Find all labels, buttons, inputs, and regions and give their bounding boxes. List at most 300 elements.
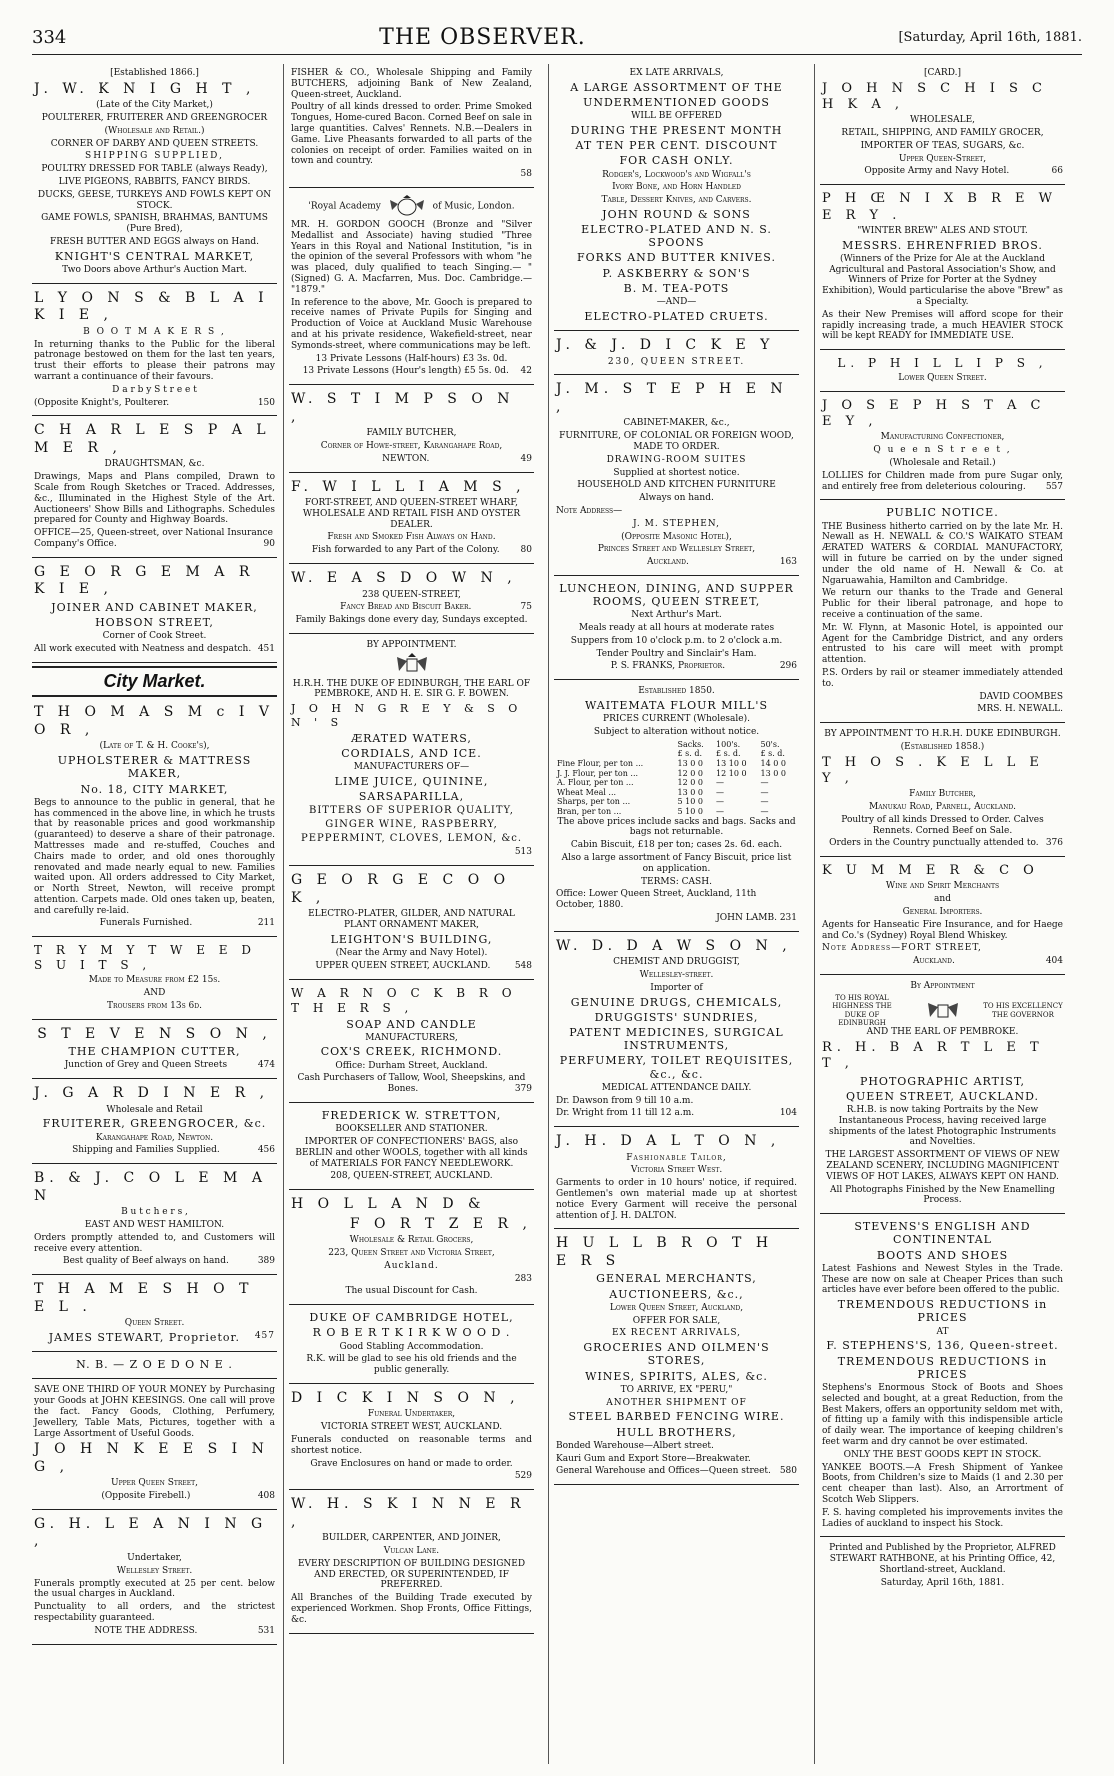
ad-text: Saturday, April 16th, 1881. [880, 1577, 1005, 1588]
ad-text: of Music, London. [432, 201, 515, 212]
ad-number: 58 [520, 169, 532, 180]
ad-text: Mr. W. Flynn, at Masonic Hotel, is appointed our Agent for the Cambridge District, and any orders entrusted to his care will meet with prompt attention. [822, 622, 1063, 666]
column-4 [820, 64, 1065, 1764]
ad-text: BY APPOINTMENT TO H.R.H. DUKE EDINBURGH. [824, 729, 1061, 740]
ad-text: TREMENDOUS REDUCTIONS in PRICES [837, 1354, 1048, 1381]
ad-text: Auckland. [912, 956, 955, 967]
column-2 [289, 64, 534, 1764]
ad-text: LEIGHTON'S BUILDING, [330, 932, 493, 946]
ad-number: 513 [514, 847, 532, 858]
ad-stimpson [289, 387, 534, 472]
ad-advertiser-name: S T E V E N S O N , [37, 1025, 272, 1042]
ad-advertiser-name: FISHER & CO., Wholesale Shipping and Family BUTCHERS, adjoining Bank of New Zealand, Queen-street, Auckland. [291, 68, 532, 100]
ad-text: AT [936, 1326, 949, 1337]
ad-text: ELECTRO-PLATER, GILDER, AND NATURAL PLANT ORNAMENT MAKER, [308, 909, 515, 930]
ad-text: DUCKS, GEESE, TURKEYS AND FOWLS KEPT ON STOCK. [37, 189, 272, 211]
ad-number: 150 [257, 397, 275, 408]
ad-text: Office: Durham Street, Auckland. [335, 1060, 488, 1071]
ad-schischka [820, 64, 1065, 185]
ad-advertiser-name: W. H. S K I N N E R , [291, 1496, 526, 1530]
table-header: £ s. d. [716, 749, 741, 759]
ad-text: Ivory Bone, and Horn Handled [612, 182, 741, 193]
ad-text: F. STEPHENS'S, 136, Queen-street. [826, 1339, 1059, 1353]
ad-text: Note Address— [556, 505, 623, 516]
ad-text: (Late of the City Market,) [96, 100, 213, 111]
ad-text: ÆRATED WATERS, [351, 731, 472, 745]
table-cell: Sharps, per ton ... [557, 797, 631, 807]
table-header: £ s. d. [760, 749, 785, 759]
ad-advertiser-name: J O H N S C H I S C H K A , [822, 80, 1047, 113]
ad-text: AND THE EARL OF PEMBROKE. [866, 1027, 1019, 1038]
ad-text: In returning thanks to the Public for the liberal patronage bestowed on them for the last ten years, trust their efforts to please their patrons may warrant a continuance of their favours. [34, 339, 275, 383]
ad-number: 75 [520, 602, 532, 613]
ad-text: The usual Discount for Cash. [345, 1286, 478, 1297]
ad-advertiser-name: FREDERICK W. STRETTON, [321, 1109, 502, 1123]
ad-number: 531 [257, 1625, 275, 1636]
ad-advertiser-name: LUNCHEON, DINING, AND SUPPER ROOMS, QUEEN STREET, [559, 581, 794, 609]
ad-stephen [554, 377, 799, 576]
ad-advertiser-name: J O H N K E E S I N G , [34, 1441, 269, 1475]
ad-text: JAMES STEWART, Proprietor. [48, 1331, 241, 1345]
ad-text: Importer of [650, 982, 703, 993]
ad-text: Begs to announce to the public in general, that he has commenced in the above line, in which he trusts that by reasonable prices and good workmanship (guaranteed) to deserve a share of their patronage. Mattresses made and re-stuffed, Couches and Chairs made to order, and old ones thoroughly renovated and made nearly equal to new. Families waited upon. All orders addressed to City Market, or North Street, Newton, will receive prompt attention. Carpets made. Old ones taken up, beaten, and carefully re-laid. [34, 797, 275, 916]
ad-text: GENUINE DRUGS, CHEMICALS, [570, 995, 783, 1009]
ad-text: LIME JUICE, QUININE, [334, 774, 489, 788]
ad-text: OFFER FOR SALE, [632, 1315, 721, 1326]
ad-text: All work executed with Neatness and despatch. [34, 643, 252, 654]
ad-advertiser-name: J. G A R D I N E R , [34, 1085, 270, 1102]
ad-text: Trousers from 13s 6d. [107, 1000, 202, 1011]
ad-text: EX RECENT ARRIVALS, [611, 1328, 742, 1339]
ad-text: DRAWING-ROOM SUITES [606, 454, 747, 465]
ad-text: PRICES CURRENT (Wholesale). [603, 714, 750, 725]
ad-warnock [289, 982, 534, 1104]
ad-coleman [32, 1166, 277, 1275]
ad-number: 580 [779, 1466, 797, 1477]
ad-advertiser-name: MR. H. GORDON GOOCH (Bronze and "Silver Medallist and Associate) having studied "Three Years in this Royal and National Institution, "is in the opinion of the several Professors with whom "he was placed, duly qualified to teach Singing.— "(Signed) G. A. Macfarren, Mus. Doc. Cambridge.— "1879." [291, 219, 532, 295]
ad-text: EAST AND WEST HAMILTON. [84, 1220, 225, 1231]
ad-number: 49 [520, 453, 532, 464]
table-header: £ s. d. [677, 749, 702, 759]
column-rule [814, 64, 815, 1764]
ad-text: Funerals conducted on reasonable terms and shortest notice. [291, 1435, 532, 1456]
ad-text: 13 Private Lessons (Half-hours) £3 3s. 0d. [315, 353, 508, 364]
ad-advertiser-name: L Y O N S & B L A I K I E , [34, 289, 269, 324]
ad-text: Wholesale & Retail Grocers, [349, 1235, 474, 1246]
ad-dickinson [289, 1386, 534, 1490]
ad-text: (Opposite Masonic Hotel), [621, 531, 732, 542]
ad-text: Printed and Published by the Proprietor, ALFRED STEWART RATHBONE, at his Printing Office, 42, Shortland-street, Auckland. [829, 1543, 1056, 1575]
ad-number: 548 [514, 960, 532, 971]
ad-stacey [820, 394, 1065, 500]
table-cell: 14 0 0 [760, 759, 786, 769]
ad-stretton [289, 1105, 534, 1190]
ad-dickey [554, 333, 799, 375]
ad-advertiser-name: G E O R G E M A R K I E , [34, 563, 255, 598]
ad-number: 529 [514, 1471, 532, 1482]
ad-advertiser-name: STEVENS'S ENGLISH AND CONTINENTAL [854, 1220, 1031, 1247]
ad-text: P. S. FRANKS, Proprietor. [610, 661, 726, 672]
ad-text: N. B. — Z O E D O N E . [76, 1358, 233, 1372]
table-cell: Bran, per ton ... [557, 806, 622, 816]
ad-text: TREMENDOUS REDUCTIONS in PRICES [837, 1298, 1048, 1325]
ad-stevens-boots [820, 1216, 1065, 1537]
ad-text: Dr. Wright from 11 till 12 a.m. [556, 1108, 695, 1119]
ad-text: P.S. Orders by rail or steamer immediately attended to. [822, 667, 1063, 689]
ad-text: Fish forwarded to any Part of the Colony. [311, 545, 500, 556]
ad-advertiser-name: T R Y M Y T W E E D S U I T S , [34, 943, 256, 973]
ad-text: THE LARGEST ASSORTMENT OF VIEWS OF NEW ZEALAND SCENERY, INCLUDING MAGNIFICENT VIEWS OF HOT LAKES, ALWAYS KEPT ON HAND. [825, 1150, 1060, 1182]
ad-advertiser-name: W A R N O C K B R O T H E R S , [291, 985, 517, 1015]
ad-gooch [289, 190, 534, 385]
ad-text: MESSRS. EHRENFRIED BROS. [842, 238, 1043, 252]
ad-text: GENERAL MERCHANTS, [596, 1272, 757, 1286]
ad-text: WINES, SPIRITS, ALES, &c. [585, 1369, 768, 1383]
ad-number: 90 [263, 539, 275, 549]
ad-number: 456 [257, 1145, 275, 1156]
ad-text: Wholesale and Retail [106, 1104, 203, 1115]
ad-text: CABINET-MAKER, &c., [623, 418, 730, 429]
ad-number: 404 [1045, 956, 1063, 967]
ad-heading: PUBLIC NOTICE. [886, 506, 999, 520]
ad-text: NEWTON. [382, 453, 430, 464]
ad-kummer [820, 859, 1065, 975]
table-cell: 12 10 0 [716, 768, 747, 778]
ad-text: UPPER QUEEN STREET, AUCKLAND. [315, 960, 491, 971]
column-rule [283, 64, 284, 1764]
ad-text: P. ASKBERRY & SON'S [602, 266, 751, 280]
ad-text: AUCTIONEERS, &c., [609, 1287, 744, 1301]
ad-text: Auckland. [646, 557, 689, 568]
ad-text: Agents for Hanseatic Fire Insurance, and for Haege and Co.'s (Sydney) Royal Blend Whiskey. [822, 919, 1063, 941]
ad-text: CHEMIST AND DRUGGIST, [613, 957, 740, 968]
issue-date: [Saturday, April 16th, 1881. [898, 29, 1082, 45]
ad-hull-brothers [554, 1231, 799, 1485]
ad-lyons [32, 286, 277, 417]
ad-text: 223, Queen Street and Victoria Street, [328, 1248, 495, 1259]
ad-text: No. 18, CITY MARKET, [80, 782, 229, 796]
ad-number: 457 [254, 1331, 275, 1342]
ad-text: Made to Measure from £2 15s. [88, 975, 221, 986]
ad-text: Family Butcher, [909, 789, 976, 800]
ad-thames-hotel [32, 1277, 277, 1352]
ad-text: Good Stabling Accommodation. [339, 1341, 484, 1352]
ad-text: ELECTRO-PLATED AND N. S. SPOONS [581, 223, 772, 250]
ad-number: 80 [520, 545, 532, 556]
ad-text: HOUSEHOLD AND KITCHEN FURNITURE [577, 480, 776, 491]
ad-text: FRUITERER, GREENGROCER, &c. [42, 1117, 267, 1131]
ad-text: General Warehouse and Offices—Queen street. [556, 1466, 771, 1477]
ad-number: 408 [257, 1491, 275, 1502]
ad-text: JOHN ROUND & SONS [602, 207, 751, 221]
ad-waitemata-flour [554, 682, 799, 932]
ad-text: TERMS: CASH. [641, 876, 712, 887]
table-cell: — [760, 806, 769, 816]
ad-john-grey [289, 636, 534, 866]
ad-text: 230, QUEEN STREET. [607, 356, 746, 367]
ad-text: FOR CASH ONLY. [619, 154, 734, 168]
ad-text: TO HIS EXCELLENCY THE GOVERNOR [983, 1002, 1063, 1019]
ad-advertiser-name: J O H N G R E Y & S O N ' S [291, 702, 523, 730]
ad-public-notice [820, 502, 1065, 723]
ad-text: B. M. TEA-POTS [623, 281, 730, 295]
table-cell: Fine Flour, per ton ... [557, 759, 644, 769]
ad-duke-of-cambridge [289, 1307, 534, 1384]
table-row [556, 759, 797, 769]
ad-text: Orders in the Country punctually attended to. [829, 838, 1039, 849]
ad-text: [CARD.] [924, 68, 961, 78]
ad-text: ONLY THE BEST GOODS KEPT IN STOCK. [843, 1449, 1042, 1460]
ad-text: Cash Purchasers of Tallow, Wool, Sheepskins, and Bones. [297, 1073, 526, 1095]
ad-text: Fashionable Tailor, [626, 1152, 727, 1163]
table-cell: 13 0 0 [677, 759, 703, 769]
ad-advertiser-name: F O R T Z E R , [349, 1215, 532, 1232]
ad-text: In reference to the above, Mr. Gooch is prepared to receive names of Private Pupils for Singing and Production of Voice at Auckland Music Warehouse and at his private residence, Wakefield-street, near Symonds-street, where communications may be left. [291, 297, 532, 351]
ad-text: Funeral Undertaker, [367, 1409, 456, 1420]
ad-text: DRUGGISTS' SUNDRIES, [594, 1010, 759, 1024]
ad-text: We return our thanks to the Trade and General Public for their liberal patronage, and hope to receive a continuation of the same. [822, 588, 1063, 620]
ad-text: "WINTER BREW" ALES AND STOUT. [857, 225, 1028, 236]
ad-text: B u t c h e r s , [121, 1207, 188, 1218]
ad-gardiner [32, 1081, 277, 1164]
ad-text: STEEL BARBED FENCING WIRE. [568, 1410, 785, 1424]
ad-text: FRESH BUTTER AND EGGS always on Hand. [49, 237, 260, 248]
ad-text: DRAUGHTSMAN, &c. [104, 459, 205, 470]
ad-text: Funerals promptly executed at 25 per cent. below the usual charges in Auckland. [34, 1578, 275, 1600]
ad-text: Lower Queen Street. [898, 373, 987, 384]
table-row [556, 778, 797, 788]
ad-text: Established 1850. [638, 686, 715, 697]
ad-text: SAVE ONE THIRD OF YOUR MONEY by Purchasing your Goods at JOHN KEESINGS. One call will prove the fact. Fancy Goods, Clothing, Perfumery, Jewellery, Table Mats, Pictures, together with a Large Assortment of Useful Goods. [34, 1385, 275, 1439]
ad-text: As their New Premises will afford scope for their rapidly increasing trade, a much HEAVIER STOCK will be kept READY for IMMEDIATE USE. [822, 309, 1063, 342]
ad-text: PATENT MEDICINES, SURGICAL INSTRUMENTS, [569, 1026, 784, 1053]
ad-text: Q u e e n S t r e e t , [873, 445, 1012, 456]
ad-text: ANOTHER SHIPMENT OF [606, 1397, 747, 1408]
ad-text: Kauri Gum and Export Store—Breakwater. [556, 1453, 751, 1464]
ad-number: 389 [257, 1256, 275, 1267]
ad-text: General Importers. [902, 907, 983, 918]
table-cell: J. J. Flour, per ton ... [557, 768, 639, 778]
ad-text: GROCERIES AND OILMEN'S STORES, [583, 1341, 770, 1368]
ad-text: BOOTS AND SHOES [876, 1248, 1009, 1262]
ad-text: IMPORTER OF CONFECTIONERS' BAGS, also BERLIN and other WOOLS, together with all kinds of MATERIALS FOR FANCY NEEDLEWORK. [295, 1137, 528, 1169]
ad-text: (Winners of the Prize for Ale at the Auckland Agricultural and Pastoral Association's Show, and Winners of Prize for Porter at the Sydney Exhibition), Would particularise the above "Brew" as a Specialty. [822, 253, 1063, 307]
ad-text: 238 QUEEN-STREET, [362, 589, 461, 600]
ad-text: Vulcan Lane. [383, 1546, 440, 1557]
ad-text: DURING THE PRESENT MONTH [570, 123, 783, 137]
ad-text: Princes Street and Wellesley Street, [597, 544, 756, 555]
ad-palmer [32, 418, 277, 557]
ad-text: RETAIL, SHIPPING, AND FAMILY GROCER, [841, 128, 1044, 139]
ad-text: Note Address—FORT STREET, [822, 943, 982, 954]
table-cell: — [716, 778, 725, 788]
ad-text: Meals ready at all hours at moderate rates [578, 623, 775, 634]
ad-bartlett [820, 977, 1065, 1214]
ad-kelley [820, 725, 1065, 857]
ad-advertiser-name: J O S E P H S T A C E Y , [822, 397, 1046, 430]
ad-text: SOAP AND CANDLE [346, 1017, 477, 1031]
ad-advertiser-name: J. H. D A L T O N , [556, 1133, 781, 1150]
ad-text: GAME FOWLS, SPANISH, BRAHMAS, BANTUMS (Pure Bred), [41, 213, 268, 235]
ad-number: 376 [1045, 838, 1063, 849]
column-1 [32, 64, 277, 1764]
ad-text: BUILDER, CARPENTER, AND JOINER, [322, 1533, 501, 1544]
imprint [820, 1539, 1065, 1595]
ad-text: (Wholesale and Retail.) [104, 125, 205, 136]
ad-keesing [32, 1381, 277, 1510]
ad-easdown [289, 566, 534, 634]
table-cell: 13 0 0 [677, 787, 703, 797]
ad-text: Rodger's, Lockwood's and Wigfall's [602, 169, 751, 180]
ad-text: AT TEN PER CENT. DISCOUNT [575, 139, 778, 153]
masthead [32, 20, 1082, 55]
table-cell: A. Flour, per ton ... [557, 778, 634, 788]
ad-text: R.H.B. is now taking Portraits by the New Instantaneous Process, having received large shipments of the latest Photographic Instruments and Novelties. [829, 1105, 1056, 1148]
ad-text: Subject to alteration without notice. [593, 727, 760, 738]
ad-mcivor [32, 700, 277, 937]
ad-text: PEPPERMINT, CLOVES, LEMON, &c. [300, 833, 523, 845]
ad-text: JOINER AND CABINET MAKER, [51, 600, 258, 614]
ad-text: MRS. H. NEWALL. [977, 704, 1063, 715]
ad-advertiser-name: D I C K I N S O N , [291, 1389, 520, 1406]
ad-text: Shipping and Families Supplied. [72, 1145, 220, 1156]
table-cell: — [716, 797, 725, 807]
royal-arms-icon [389, 653, 435, 677]
table-cell: — [760, 778, 769, 788]
ad-text: CORNER OF DARBY AND QUEEN STREETS. [50, 138, 259, 149]
table-row [556, 788, 797, 798]
ad-text: R O B E R T K I R K W O O D . [312, 1326, 511, 1340]
table-header: 50's. [760, 739, 780, 749]
ad-text: Dr. Dawson from 9 till 10 a.m. [556, 1095, 694, 1106]
ad-number: 283 [514, 1273, 532, 1284]
ad-text: NOTE THE ADDRESS. [94, 1625, 198, 1636]
table-cell: 13 10 0 [716, 759, 747, 769]
ad-text: Two Doors above Arthur's Auction Mart. [62, 265, 247, 276]
royal-crest-icon [384, 194, 430, 218]
ad-text: TO HIS ROYAL HIGHNESS THE DUKE OF EDINBURGH [832, 993, 892, 1028]
ad-advertiser-name: J. & J. D I C K E Y [556, 337, 775, 354]
ad-text: 13 Private Lessons (Hour's length) £5 5s. 0d. [302, 366, 509, 377]
ad-text: Fancy Bread and Biscuit Baker. [340, 602, 472, 613]
ad-text: (Late of T. & H. Cooke's), [99, 741, 210, 752]
table-row [556, 769, 797, 779]
ad-williams [289, 475, 534, 564]
ad-text: Next Arthur's Mart. [631, 610, 722, 621]
table-row [556, 797, 797, 807]
ad-text: AND [143, 988, 166, 999]
ad-text: IMPORTER OF TEAS, SUGARS, &c. [860, 140, 1025, 151]
ad-text: FORT-STREET, AND QUEEN-STREET WHARF, WHOLESALE AND RETAIL FISH AND OYSTER DEALER. [302, 498, 521, 530]
ad-number: 451 [257, 643, 275, 654]
ad-text: FAMILY BUTCHER, [366, 428, 457, 439]
ad-advertiser-name: G. H. L E A N I N G , [34, 1515, 268, 1550]
ad-text: UNDERMENTIONED GOODS [583, 95, 770, 109]
table-cell: — [716, 787, 725, 797]
ad-cutlery-sale [554, 64, 799, 331]
ad-text: Stephens's Enormous Stock of Boots and Shoes selected and bought, at a great Reduction, from the Best Makers, offers an opportunity seldom met with, of fitting up a family with this indispensible article of daily wear. The importance of keeping children's feet warm and dry cannot be over estimated. [822, 1382, 1063, 1447]
table-cell: 13 0 0 [760, 768, 786, 778]
ad-advertiser-name: W. S T I M P S O N , [291, 391, 515, 425]
ad-text: VICTORIA STREET WEST, AUCKLAND. [320, 1422, 503, 1433]
ad-text: Grave Enclosures on hand or made to order. [310, 1458, 513, 1469]
ad-cook [289, 868, 534, 979]
ad-phoenix-brewery [820, 187, 1065, 350]
ad-text: BOOKSELLER AND STATIONER. [335, 1124, 488, 1135]
ad-advertiser-name: J. M. S T E P H E N , [556, 381, 788, 415]
ad-text: QUEEN STREET, AUCKLAND. [845, 1089, 1040, 1103]
ad-text: All Branches of the Building Trade executed by experienced Workmen. Shop Fronts, Office Fittings, &c. [291, 1593, 532, 1625]
ad-text: Upper Queen-Street, [898, 153, 987, 164]
ad-advertiser-name: WAITEMATA FLOUR MILL'S [585, 699, 768, 713]
ad-text: —AND— [656, 297, 697, 308]
ad-text: WILL BE OFFERED [631, 111, 722, 122]
ad-text: Wellesley Street. [116, 1565, 193, 1576]
ad-text: Orders promptly attended to, and Customers will receive every attention. [34, 1232, 275, 1254]
table-cell: 5 10 0 [677, 806, 703, 816]
ad-text: Victoria Street West. [630, 1165, 723, 1176]
ad-text: Wellesley-street. [639, 970, 714, 981]
ad-text: D a r b y S t r e e t [112, 384, 197, 395]
ad-text: TO ARRIVE, EX "PERU," [620, 1384, 733, 1395]
ad-text: F. S. having completed his improvements invites the Ladies of auckland to inspect his Stock. [822, 1507, 1063, 1529]
ad-text: POULTRY DRESSED FOR TABLE (always Ready), [41, 164, 268, 175]
ad-text: (Wholesale and Retail.) [889, 458, 996, 469]
ad-text: Bonded Warehouse—Albert street. [556, 1440, 714, 1451]
table-cell: Wheat Meal ... [557, 787, 617, 797]
ad-skinner [289, 1492, 534, 1633]
ad-text: BY APPOINTMENT. [366, 639, 457, 650]
ad-text: Lower Queen Street, Auckland, [609, 1302, 744, 1313]
table-cell: 5 10 0 [677, 797, 703, 807]
ad-text: ELECTRO-PLATED CRUETS. [584, 309, 769, 323]
ad-text: SHIPPING SUPPLIED, [85, 151, 224, 162]
table-cell: 12 0 0 [677, 768, 703, 778]
ad-text: Auckland. [384, 1260, 439, 1271]
ad-dalton [554, 1129, 799, 1229]
ad-advertiser-name: L. P H I L L I P S , [837, 356, 1048, 371]
ad-text: DAVID COOMBES [979, 691, 1063, 702]
table-header: Sacks. [677, 739, 704, 749]
ad-text: COX'S CREEK, RICHMOND. [320, 1045, 503, 1059]
ad-text: Family Bakings done every day, Sundays excepted. [295, 615, 528, 626]
ad-text: HULL BROTHERS, [616, 1425, 737, 1439]
ad-number: 557 [1045, 481, 1063, 492]
ad-text: Also a large assortment of Fancy Biscuit, price list on application. [561, 852, 792, 874]
ad-text: Opposite Army and Navy Hotel. [864, 166, 1010, 177]
ad-advertiser-name: J. W. K N I G H T , [34, 80, 256, 97]
table-cell: — [760, 787, 769, 797]
ad-text: B O O T M A K E R S , [83, 326, 226, 337]
ad-text: PERFUMERY, TOILET REQUISITES, &c., &c. [559, 1054, 794, 1081]
ad-text: (Near the Army and Navy Hotel). [335, 947, 488, 958]
ad-text: Corner of Cook Street. [102, 631, 207, 642]
ad-text: GINGER WINE, RASPBERRY, [325, 819, 498, 831]
ad-text: BITTERS OF SUPERIOR QUALITY, [309, 805, 514, 817]
ad-text: and [934, 894, 951, 905]
ad-text: Junction of Grey and Queen Streets [64, 1060, 228, 1071]
ad-text: Manufacturing Confectioner, [880, 432, 1005, 443]
ad-tweed-suits [32, 939, 277, 1019]
ad-text: (Opposite Firebell.) [101, 1491, 191, 1502]
ad-text: [Established 1866.] [110, 68, 199, 78]
ad-number: 379 [514, 1084, 532, 1095]
ad-text: EVERY DESCRIPTION OF BUILDING DESIGNED AND ERECTED, OR SUPERINTENDED, IF PREFERRED. [297, 1558, 526, 1591]
ad-text: R.K. will be glad to see his old friends and the public generally. [306, 1354, 517, 1376]
table-cell: 12 0 0 [677, 778, 703, 788]
ad-text: Poultry of all kinds Dressed to Order. Calves Rennets. Corned Beef on Sale. [841, 814, 1044, 836]
ad-text: 'Royal Academy [308, 201, 381, 212]
